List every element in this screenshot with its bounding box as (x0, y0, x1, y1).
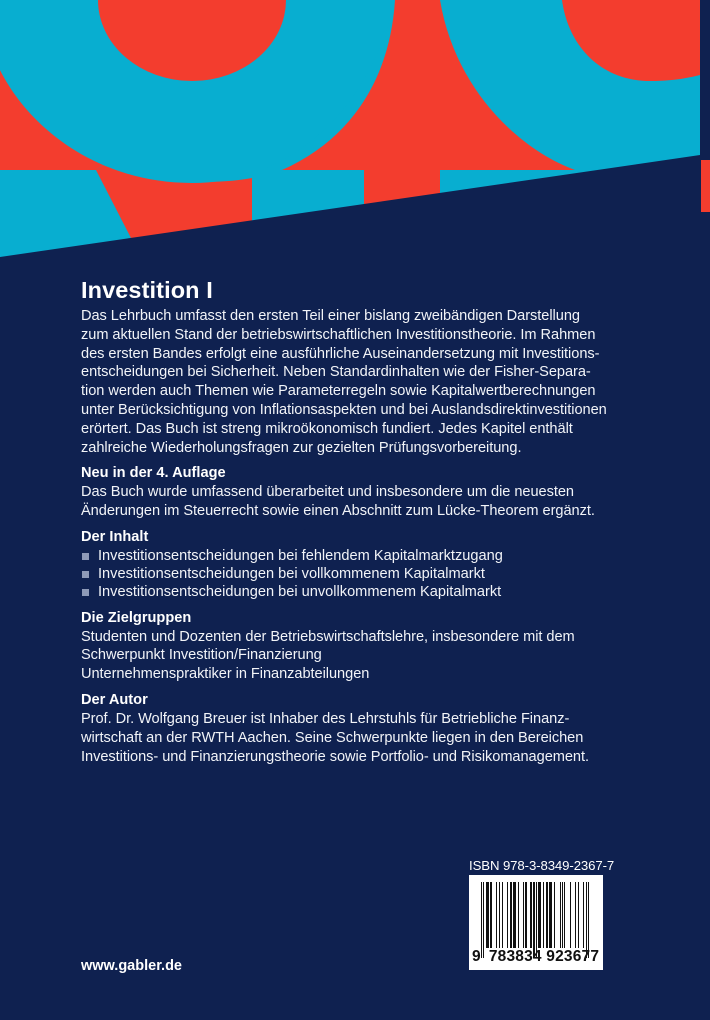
description-line: des ersten Bandes erfolgt eine ausführliche Auseinandersetzung mit Investitions- (81, 345, 600, 362)
list-item (81, 547, 641, 565)
section-line: wirtschaft an der RWTH Aachen. Seine Schwerpunkte liegen in den Bereichen (81, 729, 584, 746)
list-item (81, 565, 641, 583)
description-line: unter Berücksichtigung von Inflationsaspekten und bei Auslandsdirektinvestitionen (81, 401, 607, 418)
book-title: Investition I (81, 277, 213, 303)
barcode-number: 783834 923677 (488, 948, 600, 965)
list-item-text: Investitionsentscheidungen bei vollkommenem Kapitalmarkt (98, 566, 485, 583)
section-contents (81, 528, 641, 602)
graphic-spine-red-mark (701, 160, 710, 212)
section-heading: Der Autor (81, 691, 148, 708)
section-heading: Der Inhalt (81, 528, 149, 545)
list-item (81, 583, 641, 601)
section-line: Änderungen im Steuerrecht sowie einen Abschnitt zum Lücke-Theorem ergänzt. (81, 503, 595, 520)
section-heading: Neu in der 4. Auflage (81, 465, 226, 482)
description-line: zum aktuellen Stand der betriebswirtschaftlichen Investitionstheorie. Im Rahmen (81, 326, 596, 343)
cover-graphic (0, 0, 710, 270)
barcode-bars (481, 882, 590, 948)
barcode (469, 875, 603, 970)
section-author (81, 691, 641, 766)
book-description (81, 307, 641, 457)
barcode-first-digit: 9 (472, 948, 481, 965)
bullet-square-icon (82, 571, 89, 578)
barcode-digits (472, 948, 599, 966)
section-text (81, 483, 641, 521)
barcode-module (588, 882, 589, 958)
bullet-square-icon (82, 589, 89, 596)
section-line: Prof. Dr. Wolfgang Breuer ist Inhaber des Lehrstuhls für Betriebliche Finanz- (81, 710, 570, 727)
section-text (81, 628, 641, 684)
section-audience (81, 609, 641, 684)
description-line: tion werden auch Themen wie Parameterregeln sowie Kapitalwertberechnungen (81, 383, 596, 400)
section-line: Das Buch wurde umfassend überarbeitet und insbesondere um die neuesten (81, 484, 575, 501)
section-line: Investitions- und Finanzierungstheorie sowie Portfolio- und Risikomanagement. (81, 748, 590, 765)
isbn-label: ISBN 978-3-8349-2367-7 (469, 858, 615, 873)
section-line: Unternehmenspraktiker in Finanzabteilungen (81, 666, 370, 683)
bullet-square-icon (82, 553, 89, 560)
section-heading: Die Zielgruppen (81, 609, 192, 626)
section-line: Studenten und Dozenten der Betriebswirtschaftslehre, insbesondere mit dem (81, 628, 575, 645)
section-new-edition (81, 464, 641, 521)
list-item-text: Investitionsentscheidungen bei fehlendem Kapitalmarktzugang (98, 547, 503, 564)
graphic-spine-strip (700, 0, 710, 270)
back-cover-content (81, 276, 641, 766)
section-line: Schwerpunkt Investition/Finanzierung (81, 647, 322, 664)
description-line: zahlreiche Wiederholungsfragen zur gezielten Prüfungsvorbereitung. (81, 439, 522, 456)
description-line: erörtert. Das Buch ist streng mikroökonomisch fundiert. Jedes Kapitel enthält (81, 420, 573, 437)
contents-list (81, 547, 641, 602)
section-text (81, 710, 641, 766)
publisher-url[interactable]: www.gabler.de (81, 958, 182, 974)
list-item-text: Investitionsentscheidungen bei unvollkommenem Kapitalmarkt (98, 584, 502, 601)
graphic-red-right-stub (430, 170, 440, 190)
description-line: Das Lehrbuch umfasst den ersten Teil einer bislang zweibändigen Darstellung (81, 308, 580, 324)
description-line: entscheidungen bei Sicherheit. Neben Standardinhalten wie der Fisher-Separa- (81, 364, 591, 381)
